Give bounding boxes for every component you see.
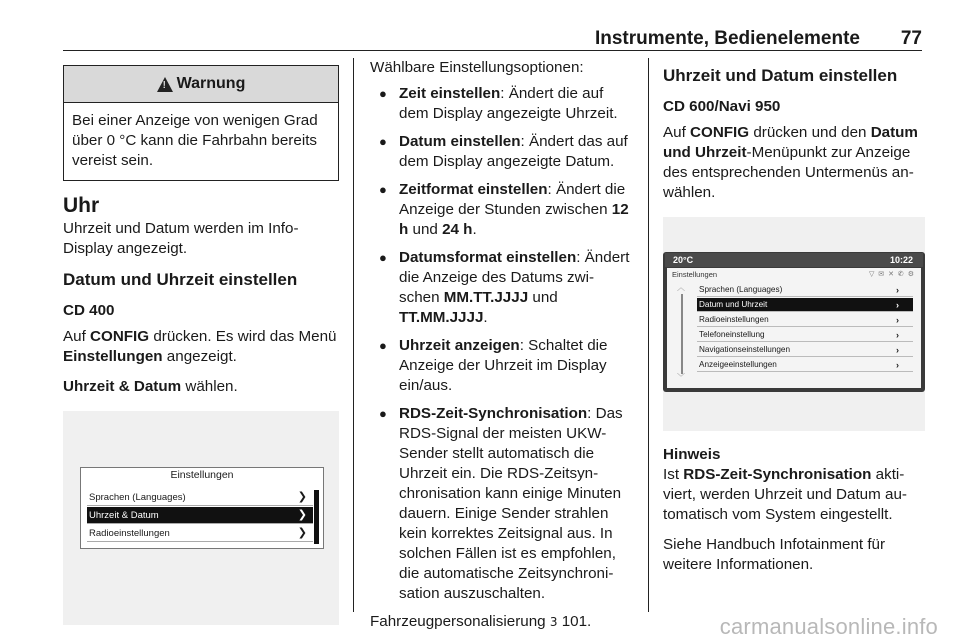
warning-text: Bei einer Anzeige von wenigen Grad über 0 °C kann die Fahrbahn bereits vereist sein. bbox=[72, 112, 318, 169]
settings-panel bbox=[80, 467, 324, 549]
list-item: ● Uhrzeit anzeigen: Schaltet die Anzeige der Uhrzeit im Display ein/aus. bbox=[370, 336, 634, 396]
header-title: Instrumente, Bedienelemente bbox=[594, 28, 860, 49]
watermark: carmanualsonline.info bbox=[719, 614, 938, 639]
list-item: ● Zeit einstellen: Ändert die auf dem Display angezeigte Uhrzeit. bbox=[370, 84, 634, 124]
menu-row: Sprachen (Languages) ❯ bbox=[87, 489, 313, 506]
hinweis-reference: Siehe Handbuch Infotainment für weitere Informationen. bbox=[663, 536, 886, 573]
chevron-right-icon: › bbox=[896, 360, 899, 370]
menu-row-selected: Uhrzeit & Datum ❯ bbox=[87, 507, 313, 524]
subheading-datum-uhrzeit: Datum und Uhrzeit einstellen bbox=[63, 270, 298, 289]
scroll-rail bbox=[681, 294, 683, 374]
screen-label: Einstellungen bbox=[672, 270, 718, 279]
warning-icon bbox=[157, 77, 173, 92]
chevron-up-icon: ︿ bbox=[677, 283, 685, 292]
chevron-right-icon: ❯ bbox=[297, 527, 307, 539]
chevron-right-icon: › bbox=[896, 345, 899, 355]
clock-readout: 10:22 bbox=[889, 255, 913, 265]
menu-row: Telefoneinstellung › bbox=[697, 328, 913, 342]
chevron-right-icon: › bbox=[896, 285, 899, 295]
cd400-label: CD 400 bbox=[63, 302, 115, 319]
screenshot-navi-settings bbox=[663, 217, 925, 431]
section-heading-uhr: Uhr bbox=[63, 194, 100, 217]
uhr-intro: Uhrzeit und Datum werden im Info-Display angezeigt. bbox=[63, 220, 299, 257]
temperature-readout: 20°C bbox=[673, 255, 694, 265]
page-header bbox=[63, 0, 922, 51]
column-divider bbox=[353, 58, 354, 612]
subheading-uhrzeit-datum: Uhrzeit und Datum einstellen bbox=[663, 66, 898, 85]
column-left bbox=[63, 58, 339, 625]
settings-title: Einstellungen bbox=[170, 469, 234, 481]
screenshot-cd400-settings bbox=[63, 411, 339, 625]
menu-row: Navigationseinstellungen › bbox=[697, 343, 913, 357]
display-screen bbox=[667, 268, 921, 388]
cd600-step: Auf CONFIG drücken und den Datum und Uhrzeit-Menüpunkt zur Anzeige des entsprechenden Untermenüs an-wählen. bbox=[663, 124, 918, 201]
menu-row: Radioeinstellungen › bbox=[697, 313, 913, 327]
ref-arrow-icon: 3 bbox=[549, 615, 558, 629]
list-item: ● RDS-Zeit-Synchronisation: Das RDS-Signal der meisten UKW-Sender stellt automatisch die Uhrzeit ein. Die RDS-Zeitsyn-chronisation kann einige Minuten dauern. Einige Sender strahlen kein korrektes Zeitsignal aus. In solchen Fällen ist es empfohlen, die automatische Zeitsynchroni-sation auszuschalten. bbox=[370, 404, 634, 604]
list-item: ● Datumsformat einstellen: Ändert die Anzeige des Datums zwi-schen MM.TT.JJJJ und TT.MM.JJJJ. bbox=[370, 248, 634, 328]
cd600-label: CD 600/Navi 950 bbox=[663, 98, 781, 115]
cd400-step1: Auf CONFIG drücken. Es wird das Menü Einstellungen angezeigt. bbox=[63, 328, 337, 365]
column-divider bbox=[648, 58, 649, 612]
chevron-right-icon: ❯ bbox=[297, 491, 307, 503]
menu-row: Anzeigeeinstellungen › bbox=[697, 358, 913, 372]
hinweis-label: Hinweis bbox=[663, 446, 721, 463]
cross-reference: Fahrzeugpersonalisierung 3 101. bbox=[370, 613, 592, 630]
warning-box bbox=[63, 65, 339, 181]
menu-row-selected: Datum und Uhrzeit › bbox=[697, 298, 913, 312]
chevron-right-icon: › bbox=[896, 330, 899, 340]
status-bar bbox=[665, 253, 923, 267]
column-middle bbox=[370, 58, 634, 632]
chevron-right-icon: ❯ bbox=[297, 509, 307, 521]
menu-row: Sprachen (Languages) › bbox=[697, 283, 913, 297]
cd400-step2: Uhrzeit & Datum wählen. bbox=[63, 378, 238, 395]
menu-row: Radioeinstellungen ❯ bbox=[87, 525, 313, 542]
warning-header bbox=[64, 66, 338, 103]
display-frame bbox=[663, 252, 925, 392]
list-item: ● Zeitformat einstellen: Ändert die Anzeige der Stunden zwischen 12 h und 24 h. bbox=[370, 180, 634, 240]
chevron-right-icon: › bbox=[896, 300, 899, 310]
options-intro: Wählbare Einstellungsoptionen: bbox=[370, 59, 584, 76]
chevron-right-icon: › bbox=[896, 315, 899, 325]
chevron-down-icon: ﹀ bbox=[677, 373, 685, 382]
scrollbar bbox=[314, 490, 319, 544]
warning-label: Warnung bbox=[176, 75, 246, 92]
options-list bbox=[370, 84, 634, 604]
status-icons: ▽ ✉ ✕ ✆ ⚙ bbox=[868, 271, 915, 278]
page-number: 77 bbox=[900, 28, 922, 49]
column-right bbox=[663, 58, 925, 575]
hinweis-text: Ist RDS-Zeit-Synchronisation akti-viert, werden Uhrzeit und Datum au-tomatisch vom System eingestellt. bbox=[663, 466, 907, 523]
list-item: ● Datum einstellen: Ändert das auf dem Display angezeigte Datum. bbox=[370, 132, 634, 172]
